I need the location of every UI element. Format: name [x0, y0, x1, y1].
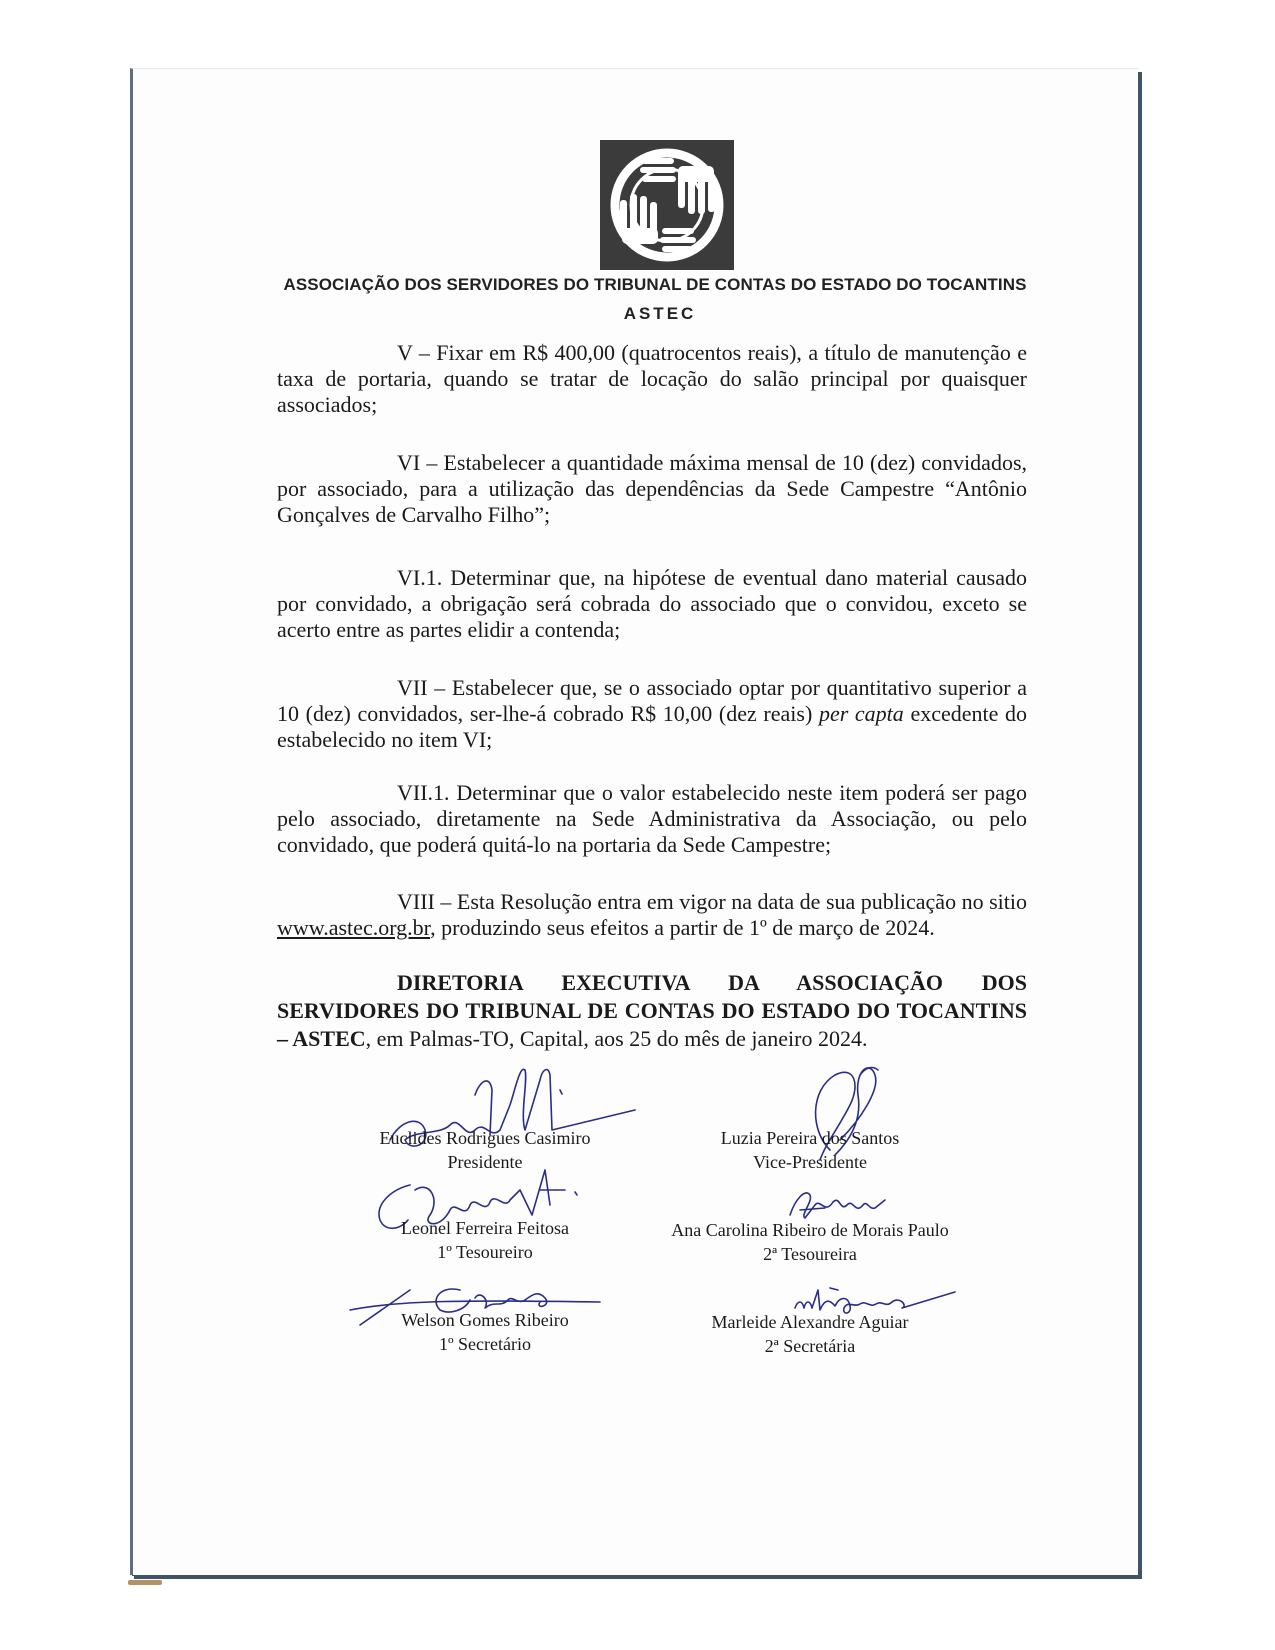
interlocking-hands-logo [600, 140, 734, 270]
item-viii [277, 889, 1027, 941]
signatory-2nd-treasurer [645, 1218, 975, 1266]
signatory-name: Ana Carolina Ribeiro de Morais Paulo [671, 1220, 949, 1240]
signatory-role: Presidente [447, 1152, 523, 1172]
signatory-vice-president [645, 1126, 975, 1174]
item-vii-text-end: excedente do estabelecido no item VI; [277, 701, 1028, 752]
signatory-role: 2ª Tesoureira [763, 1244, 857, 1264]
closing-text: , em Palmas-TO, Capital, aos 25 do mês de janeiro 2024. [365, 1026, 868, 1051]
signatory-name: Marleide Alexandre Aguiar [711, 1312, 909, 1332]
closing-bold: DIRETORIA EXECUTIVA DA ASSOCIAÇÃO DOS SERVIDORES DO TRIBUNAL DE CONTAS DO ESTADO DO TOCANTINS – ASTEC [277, 970, 1027, 1051]
signatory-name: Euclides Rodrigues Casimiro [379, 1128, 591, 1148]
signatory-role: 2ª Secretária [764, 1336, 856, 1356]
signatory-role: Vice-Presidente [753, 1152, 867, 1172]
item-viii-text: VIII – Esta Resolução entra em vigor na data de sua publicação no sitio [397, 889, 1027, 914]
signatory-name: Leonel Ferreira Feitosa [401, 1218, 569, 1238]
signatory-1st-secretary [320, 1308, 650, 1356]
item-v: V – Fixar em R$ 400,00 (quatrocentos reais), a título de manutenção e taxa de portaria, quando se tratar de locação do salão principal por quaisquer associados; [277, 340, 1027, 417]
signatory-name: Welson Gomes Ribeiro [401, 1310, 569, 1330]
signatory-role: 1º Secretário [438, 1334, 532, 1354]
item-vi: VI – Estabelecer a quantidade máxima mensal de 10 (dez) convidados, por associado, para a utilização das dependências da Sede Campestre “Antônio Gonçalves de Carvalho Filho”; [277, 450, 1027, 527]
item-vii-text: VII – Estabelecer que, se o associado optar por quantitativo superior a 10 (dez) convidados, ser-lhe-á cobrado R$ 10,00 (dez reais) [277, 675, 1027, 726]
signatory-1st-treasurer [320, 1216, 650, 1264]
item-vii-1: VII.1. Determinar que o valor estabelecido neste item poderá ser pago pelo associado, diretamente na Sede Administrativa da Associação, ou pelo convidado, que poderá quitá-lo na portaria da Sede Campestre; [277, 780, 1027, 857]
item-vi-1: VI.1. Determinar que, na hipótese de eventual dano material causado por convidado, a obrigação será cobrada do associado que o convidou, exceto se acerto entre as partes elidir a contenda; [277, 565, 1027, 642]
signatory-2nd-secretary [645, 1310, 975, 1358]
astec-website-link[interactable]: www.astec.org.br [277, 915, 431, 940]
organization-name: ASSOCIAÇÃO DOS SERVIDORES DO TRIBUNAL DE CONTAS DO ESTADO DO TOCANTINS [283, 275, 1027, 294]
closing-statement [277, 969, 1027, 1053]
organization-acronym: ASTEC [623, 304, 697, 323]
signatory-role: 1º Tesoureiro [437, 1242, 533, 1262]
item-vii-italic: per capta [818, 701, 904, 726]
signatory-name: Luzia Pereira dos Santos [720, 1128, 900, 1148]
item-vii [277, 675, 1027, 753]
signatory-president [320, 1126, 650, 1174]
scan-artifact [128, 1580, 162, 1585]
item-viii-text-end: , produzindo seus efeitos a partir de 1º de março de 2024. [430, 915, 935, 940]
